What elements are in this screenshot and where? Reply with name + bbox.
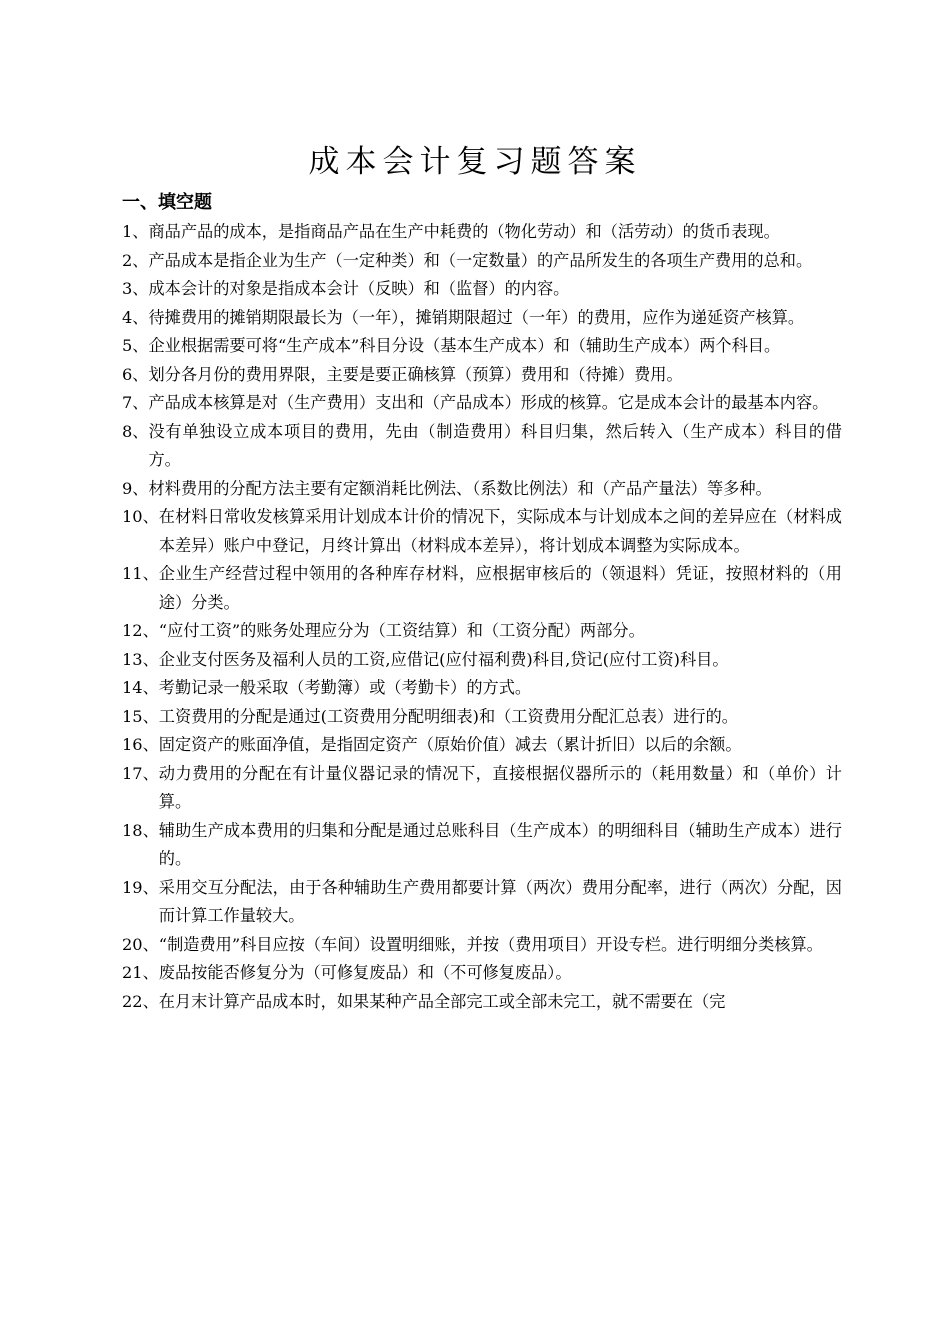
list-item bbox=[122, 931, 842, 960]
list-item bbox=[122, 674, 842, 703]
list-item bbox=[122, 617, 842, 646]
item-number: 20、 bbox=[122, 934, 159, 954]
item-text: 动力费用的分配在有计量仪器记录的情况下，直接根据仪器所示的（耗用数量）和（单价）计算。 bbox=[158, 763, 842, 811]
list-item bbox=[122, 389, 842, 418]
question-list bbox=[122, 218, 842, 1016]
item-number: 14、 bbox=[122, 678, 159, 697]
item-number: 15、 bbox=[122, 706, 159, 726]
item-number: 10、 bbox=[122, 507, 159, 526]
item-text: “制造费用”科目应按（车间）设置明细账，并按（费用项目）开设专栏。进行明细分类核算。 bbox=[158, 934, 823, 954]
item-text: 废品按能否修复分为（可修复废品）和（不可修复废品）。 bbox=[158, 963, 572, 982]
list-item bbox=[122, 760, 842, 817]
list-item bbox=[122, 503, 842, 560]
section-heading: 一、填空题 bbox=[122, 192, 212, 213]
item-text: 辅助生产成本费用的归集和分配是通过总账科目（生产成本）的明细科目（辅助生产成本）进行的。 bbox=[158, 820, 842, 868]
item-number: 5、 bbox=[122, 336, 149, 355]
list-item bbox=[122, 475, 842, 504]
item-text: 在材料日常收发核算采用计划成本计价的情况下，实际成本与计划成本之间的差异应在（材料成本差异）账户中登记，月终计算出（材料成本差异），将计划成本调整为实际成本。 bbox=[158, 507, 842, 555]
list-item bbox=[122, 332, 842, 361]
item-text: 在月末计算产品成本时，如果某种产品全部完工或全部未完工，就不需要在（完 bbox=[158, 991, 726, 1011]
item-text: 材料费用的分配方法主要有定额消耗比例法、（系数比例法）和（产品产量法）等多种。 bbox=[148, 478, 772, 498]
item-text: 企业支付医务及福利人员的工资,应借记(应付福利费)科目,贷记(应付工资)科目。 bbox=[158, 649, 729, 669]
item-number: 2、 bbox=[122, 250, 149, 270]
item-text: “应付工资”的账务处理应分为（工资结算）和（工资分配）两部分。 bbox=[158, 621, 645, 640]
item-number: 1、 bbox=[122, 222, 149, 241]
item-text: 商品产品的成本，是指商品产品在生产中耗费的（物化劳动）和（活劳动）的货币表现。 bbox=[148, 222, 780, 241]
item-number: 11、 bbox=[122, 564, 159, 583]
item-text: 没有单独设立成本项目的费用，先由（制造费用）科目归集，然后转入（生产成本）科目的借方。 bbox=[148, 421, 842, 469]
item-text: 企业生产经营过程中领用的各种库存材料，应根据审核后的（领退料）凭证，按照材料的（用途）分类。 bbox=[158, 564, 842, 612]
list-item bbox=[122, 731, 842, 760]
item-number: 16、 bbox=[122, 735, 159, 754]
item-text: 企业根据需要可将“生产成本”科目分设（基本生产成本）和（辅助生产成本）两个科目。 bbox=[148, 336, 781, 355]
list-item bbox=[122, 361, 842, 390]
item-text: 采用交互分配法，由于各种辅助生产费用都要计算（两次）费用分配率，进行（两次）分配，因而计算工作量较大。 bbox=[158, 877, 842, 925]
item-number: 21、 bbox=[122, 963, 159, 982]
list-item bbox=[122, 703, 842, 732]
item-text: 工资费用的分配是通过(工资费用分配明细表)和（工资费用分配汇总表）进行的。 bbox=[158, 706, 738, 726]
list-item bbox=[122, 988, 842, 1017]
item-number: 18、 bbox=[122, 820, 159, 840]
list-item bbox=[122, 959, 842, 988]
item-number: 13、 bbox=[122, 649, 159, 669]
list-item bbox=[122, 304, 842, 333]
item-number: 12、 bbox=[122, 621, 159, 640]
item-text: 产品成本核算是对（生产费用）支出和（产品成本）形成的核算。它是成本会计的最基本内容。 bbox=[148, 393, 829, 412]
item-text: 划分各月份的费用界限，主要是要正确核算（预算）费用和（待摊）费用。 bbox=[148, 364, 683, 384]
list-item bbox=[122, 646, 842, 675]
list-item bbox=[122, 247, 842, 276]
document-title: 成本会计复习题答案 bbox=[308, 144, 642, 180]
list-item bbox=[122, 275, 842, 304]
item-text: 成本会计的对象是指成本会计（反映）和（监督）的内容。 bbox=[148, 279, 570, 298]
item-text: 产品成本是指企业为生产（一定种类）和（一定数量）的产品所发生的各项生产费用的总和。 bbox=[148, 250, 813, 270]
item-number: 19、 bbox=[122, 877, 159, 897]
item-number: 22、 bbox=[122, 991, 159, 1011]
list-item bbox=[122, 218, 842, 247]
list-item bbox=[122, 817, 842, 874]
item-text: 固定资产的账面净值，是指固定资产（原始价值）减去（累计折旧）以后的余额。 bbox=[158, 735, 742, 754]
item-number: 9、 bbox=[122, 478, 149, 498]
item-number: 3、 bbox=[122, 279, 149, 298]
item-number: 7、 bbox=[122, 393, 149, 412]
item-number: 4、 bbox=[122, 307, 149, 327]
item-text: 待摊费用的摊销期限最长为（一年），摊销期限超过（一年）的费用，应作为递延资产核算。 bbox=[148, 307, 805, 327]
list-item bbox=[122, 418, 842, 475]
item-number: 8、 bbox=[122, 421, 149, 441]
list-item bbox=[122, 874, 842, 931]
item-text: 考勤记录一般采取（考勤簿）或（考勤卡）的方式。 bbox=[158, 678, 532, 697]
list-item bbox=[122, 560, 842, 617]
item-number: 17、 bbox=[122, 763, 159, 783]
item-number: 6、 bbox=[122, 364, 149, 384]
